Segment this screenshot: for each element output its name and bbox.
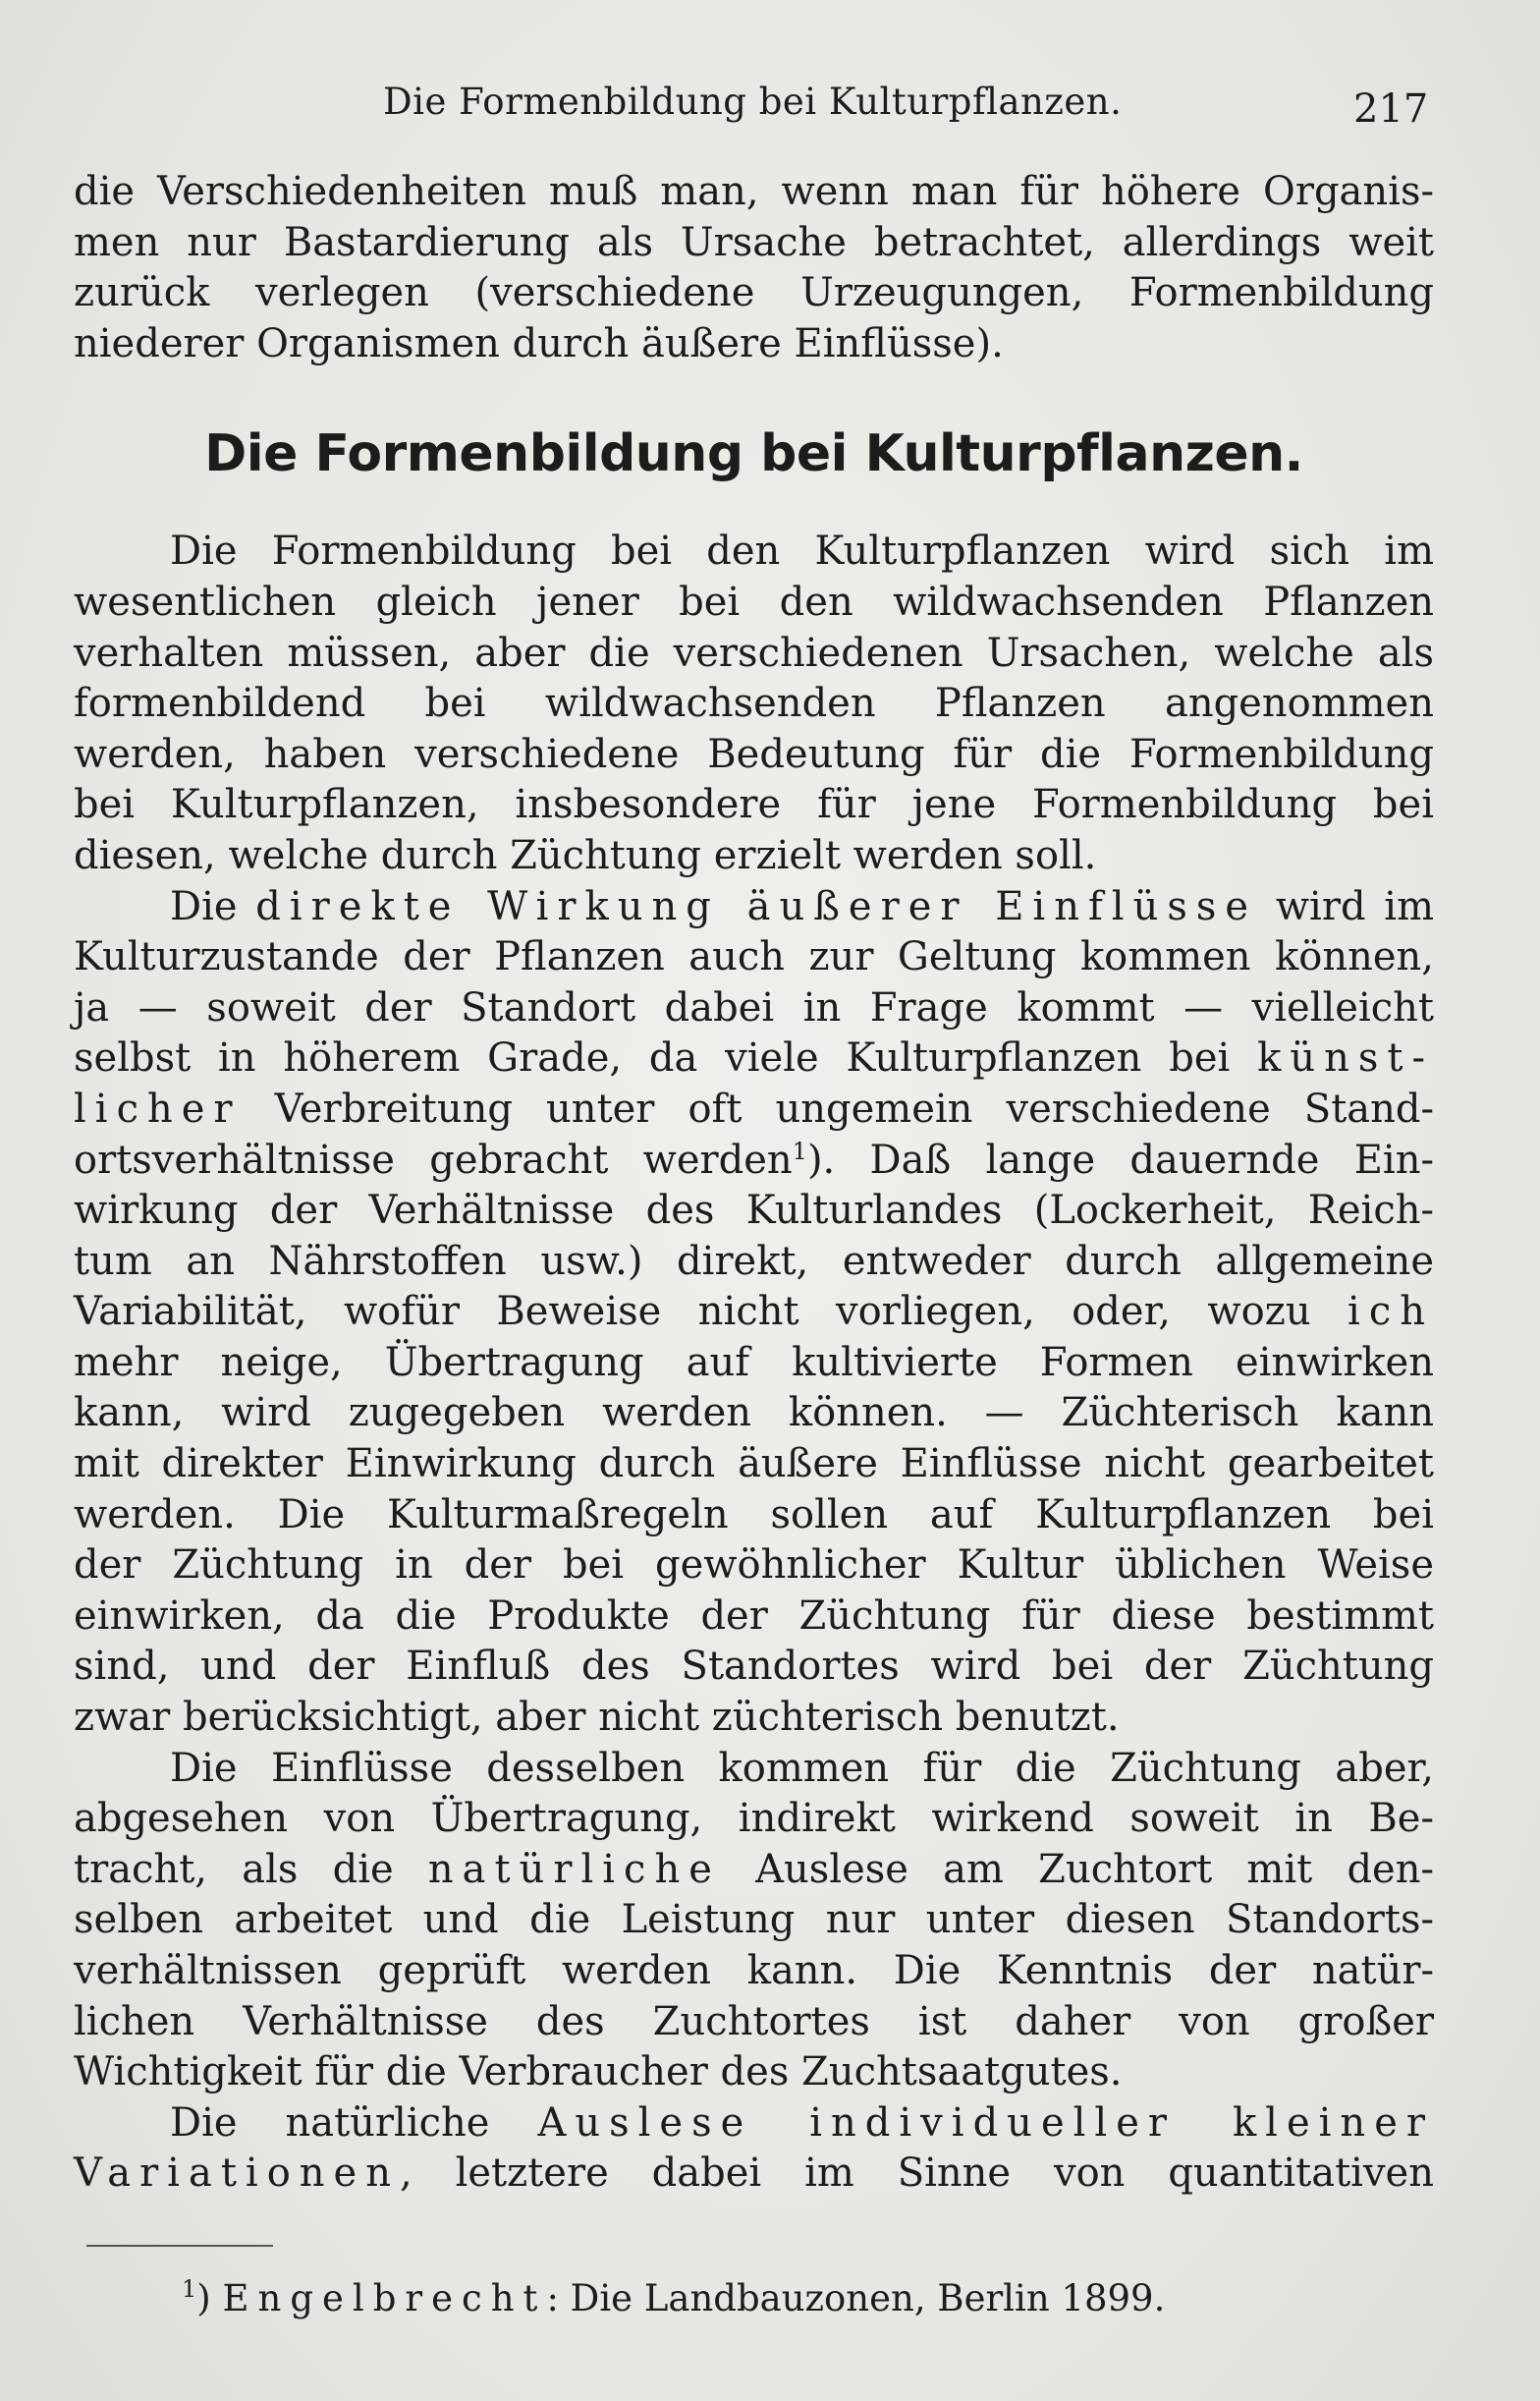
text-line: kann, wird zugegeben werden können. — Züchterisch kann <box>74 1390 1434 1436</box>
text-line <box>74 1136 1434 1187</box>
spaced-emphasis: künst- <box>1257 1035 1434 1082</box>
footnote: $^1$) Engelbrecht: Die Landbauzonen, Berlin 1899. <box>182 2275 1166 2319</box>
text-run: Verbreitung unter oft ungemein verschiedene Stand- <box>274 1086 1434 1132</box>
text-line: tum an Nährstoffen usw.) direkt, entweder durch allgemeine <box>74 1238 1434 1284</box>
page-number: 217 <box>1353 86 1429 132</box>
text-line: sind, und der Einfluß des Standortes wird bei der Züchtung <box>74 1644 1434 1690</box>
text-line <box>74 1845 1434 1896</box>
text-line: wirkung der Verhältnisse des Kulturlandes (Lockerheit, Reich- <box>74 1188 1434 1234</box>
footnote-divider <box>86 2245 273 2247</box>
text-line: men nur Bastardierung als Ursache betrachtet, allerdings weit <box>74 219 1434 265</box>
text-line: Kulturzustande der Pflanzen auch zur Geltung kommen können, <box>74 934 1434 980</box>
text-line <box>74 1085 1434 1136</box>
text-line: der Züchtung in der bei gewöhnlicher Kultur üblichen Weise <box>74 1542 1434 1589</box>
text-line: wesentlichen gleich jener bei den wildwachsenden Pflanzen <box>74 579 1434 625</box>
text-line: zwar berücksichtigt, aber nicht züchterisch benutzt. <box>74 1695 1120 1741</box>
text-line: lichen Verhältnisse des Zuchtortes ist daher von großer <box>74 1998 1434 2044</box>
footnote-reference[interactable]: 1 <box>792 1137 807 1165</box>
text-line: die Verschiedenheiten muß man, wenn man für höhere Organis- <box>74 169 1434 214</box>
text-line: niederer Organismen durch äußere Einflüsse). <box>74 320 1004 366</box>
text-run: Die natürliche <box>170 2099 490 2146</box>
text-line: einwirken, da die Produkte der Züchtung für diese bestimmt <box>74 1592 1434 1639</box>
text-line <box>74 2098 1434 2150</box>
text-line: mehr neige, Übertragung auf kultivierte Formen einwirken <box>74 1339 1434 1385</box>
text-run: ). Daß lange dauernde Ein- <box>806 1137 1435 1183</box>
footnote-text: : Die Landbauzonen, Berlin 1899. <box>546 2277 1166 2319</box>
section-heading: Die Formenbildung bei Kulturpflanzen. <box>204 424 1303 484</box>
text-line <box>74 1287 1434 1338</box>
text-run: selbst in höherem Grade, da viele Kulturpflanzen bei <box>74 1035 1231 1082</box>
text-run: ortsverhältnisse gebracht werden <box>74 1137 793 1183</box>
paragraph-1 <box>74 527 1434 881</box>
text-line <box>74 1033 1434 1085</box>
paragraph-4 <box>74 2098 1434 2200</box>
text-line <box>74 882 1434 933</box>
text-line: mit direkter Einwirkung durch äußere Einflüsse nicht gearbeitet <box>74 1441 1434 1487</box>
text-line: bei Kulturpflanzen, insbesondere für jene Formenbildung bei <box>74 782 1434 828</box>
intro-paragraph <box>74 167 1434 369</box>
paragraph-2 <box>74 882 1434 1744</box>
spaced-emphasis: ich <box>1348 1289 1434 1335</box>
spaced-emphasis: licher <box>74 1086 242 1132</box>
text-line: formenbildend bei wildwachsenden Pflanzen angenommen <box>74 681 1434 727</box>
spaced-emphasis: natürliche <box>427 1846 721 1892</box>
spaced-emphasis: direkte Wirkung äußerer Einflüsse <box>255 883 1258 929</box>
text-line <box>74 2149 1434 2200</box>
text-run: Auslese am Zuchtort mit den- <box>755 1846 1434 1892</box>
text-line: selben arbeitet und die Leistung nur unter diesen Standorts- <box>74 1897 1434 1943</box>
text-line: ja — soweit der Standort dabei in Frage kommt — vielleicht <box>74 984 1434 1031</box>
text-run: Die <box>170 883 238 929</box>
footnote-author: Engelbrecht <box>222 2277 547 2319</box>
text-line: diesen, welche durch Züchtung erzielt werden soll. <box>74 832 1097 878</box>
text-line: Wichtigkeit für die Verbraucher des Zuchtsaatgutes. <box>74 2049 1123 2095</box>
text-line: abgesehen von Übertragung, indirekt wirkend soweit in Be- <box>74 1796 1434 1842</box>
text-line: verhältnissen geprüft werden kann. Die Kenntnis der natür- <box>74 1948 1434 1993</box>
text-run: tracht, als die <box>74 1846 394 1892</box>
text-line: werden. Die Kulturmaßregeln sollen auf Kulturpflanzen bei <box>74 1491 1434 1537</box>
text-line: werden, haben verschiedene Bedeutung für die Formenbildung <box>74 731 1434 777</box>
text-line: verhalten müssen, aber die verschiedenen Ursachen, welche als <box>74 630 1434 676</box>
footnote-marker: 1 <box>182 2275 197 2303</box>
text-line: zurück verlegen (verschiedene Urzeugungen, Formenbildung <box>74 270 1434 316</box>
text-column <box>74 167 1434 2200</box>
paragraph-3 <box>74 1744 1434 2098</box>
text-run: , letztere dabei im Sinne von quantitativen <box>399 2150 1434 2197</box>
spaced-emphasis: Variationen <box>74 2150 400 2197</box>
text-run: Variabilität, wofür Beweise nicht vorliegen, oder, wozu <box>74 1289 1311 1335</box>
running-head: Die Formenbildung bei Kulturpflanzen. <box>383 81 1123 123</box>
spaced-emphasis: Auslese individueller kleiner <box>537 2099 1434 2146</box>
text-line: Die Einflüsse desselben kommen für die Züchtung aber, <box>170 1745 1434 1791</box>
text-run: wird im <box>1275 883 1435 929</box>
text-line: Die Formenbildung bei den Kulturpflanzen wird sich im <box>170 529 1434 575</box>
